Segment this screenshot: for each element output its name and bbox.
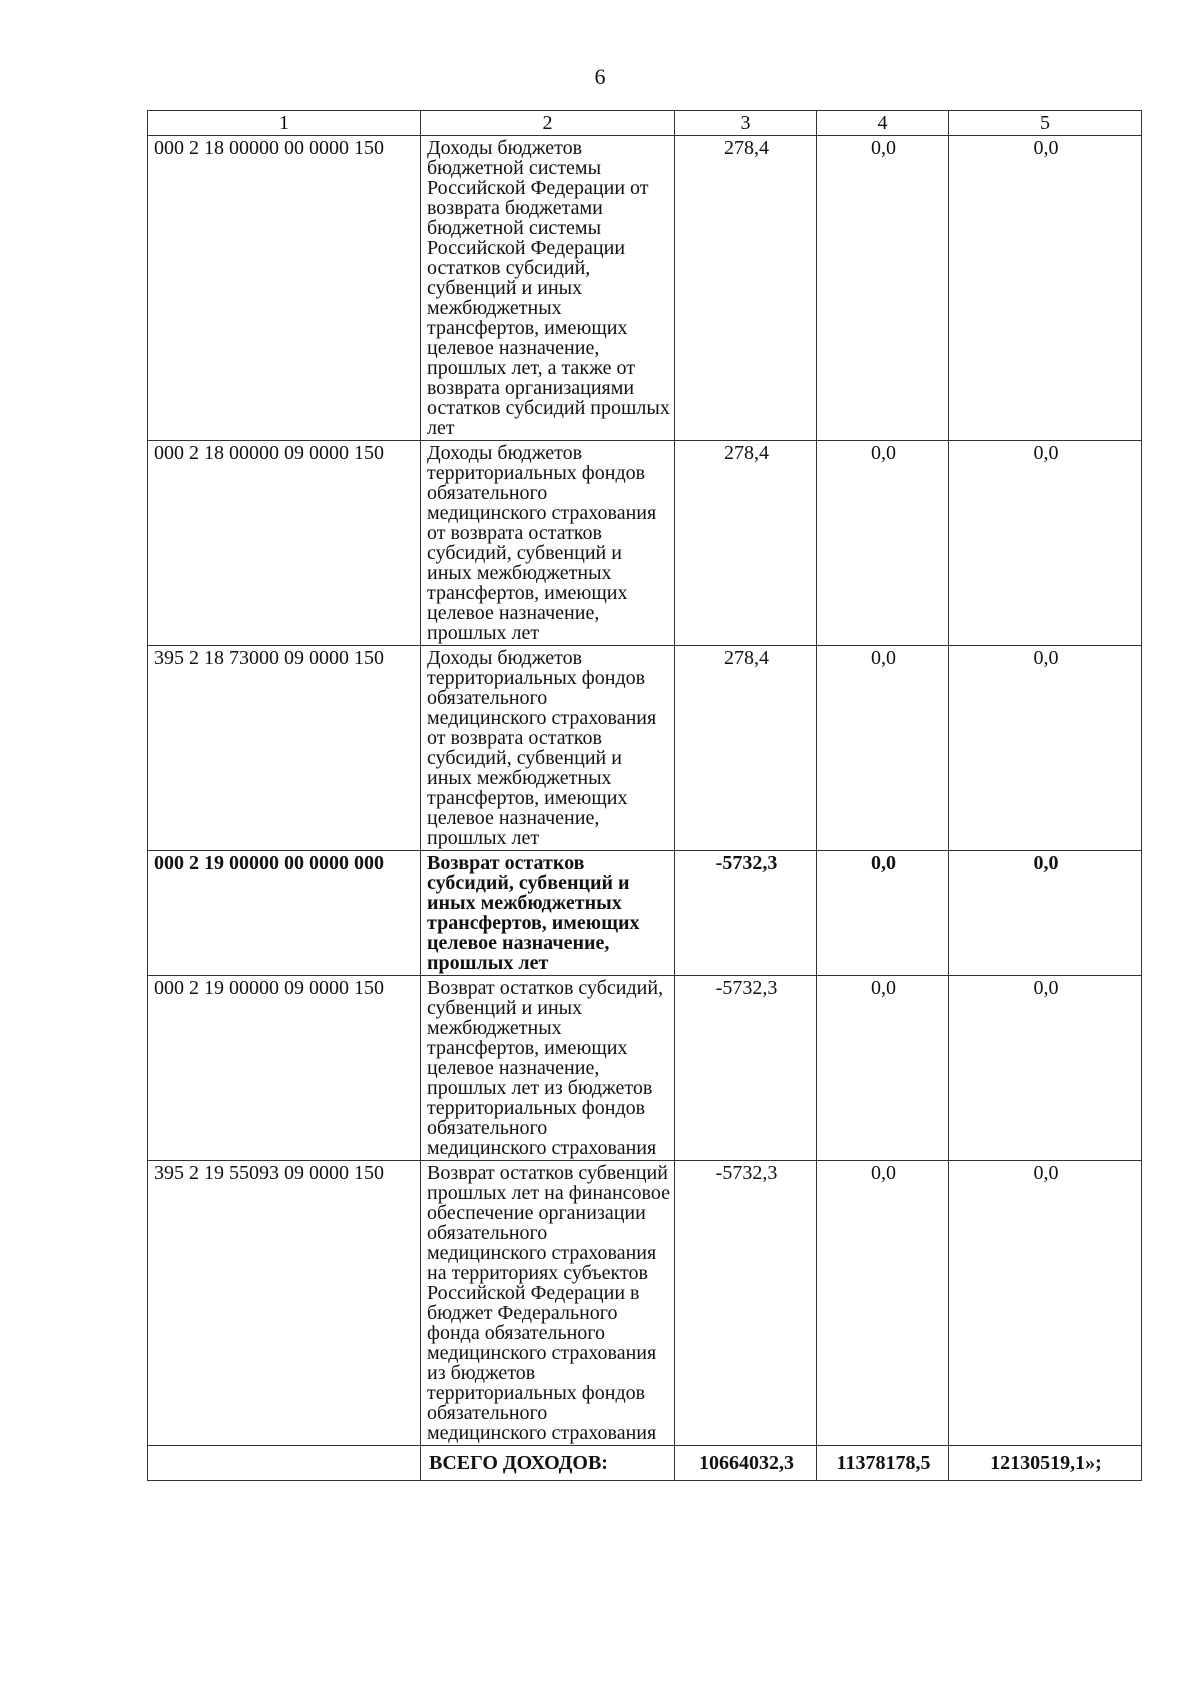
revenue-description: Возврат остатков субвенций прошлых лет на финансовое обеспечение организации обязательного медицинского страхования на территориях субъектов Российской Федерации в бюджет Федерального фонда обязательного медицинского страхования из бюджетов территориальных фондов обязательного медицинского страхования bbox=[421, 1161, 675, 1446]
amount-col5: 0,0 bbox=[949, 136, 1142, 441]
budget-code: 395 2 19 55093 09 0000 150 bbox=[148, 1161, 421, 1446]
budget-code: 000 2 18 00000 00 0000 150 bbox=[148, 136, 421, 441]
amount-col3: -5732,3 bbox=[675, 851, 817, 976]
total-row bbox=[148, 1446, 1142, 1481]
table-row bbox=[148, 646, 1142, 851]
column-number: 3 bbox=[675, 111, 817, 136]
table-row bbox=[148, 976, 1142, 1161]
table-row bbox=[148, 1161, 1142, 1446]
column-number: 1 bbox=[148, 111, 421, 136]
table-row bbox=[148, 441, 1142, 646]
amount-col4: 0,0 bbox=[817, 441, 949, 646]
column-number: 5 bbox=[949, 111, 1142, 136]
column-number: 4 bbox=[817, 111, 949, 136]
revenue-description: Возврат остатков субсидий, субвенций и иных межбюджетных трансфертов, имеющих целевое назначение, прошлых лет из бюджетов территориальных фондов обязательного медицинского страхования bbox=[421, 976, 675, 1161]
revenue-description: Возврат остатков субсидий, субвенций и иных межбюджетных трансфертов, имеющих целевое назначение, прошлых лет bbox=[421, 851, 675, 976]
amount-col5: 0,0 bbox=[949, 1161, 1142, 1446]
amount-col4: 0,0 bbox=[817, 976, 949, 1161]
budget-code: 000 2 19 00000 00 0000 000 bbox=[148, 851, 421, 976]
table-row bbox=[148, 851, 1142, 976]
amount-col4: 0,0 bbox=[817, 1161, 949, 1446]
total-col5: 12130519,1»; bbox=[949, 1446, 1142, 1481]
amount-col4: 0,0 bbox=[817, 136, 949, 441]
amount-col5: 0,0 bbox=[949, 976, 1142, 1161]
amount-col5: 0,0 bbox=[949, 851, 1142, 976]
budget-code: 000 2 18 00000 09 0000 150 bbox=[148, 441, 421, 646]
amount-col4: 0,0 bbox=[817, 646, 949, 851]
revenue-description: Доходы бюджетов территориальных фондов обязательного медицинского страхования от возврата остатков субсидий, субвенций и иных межбюджетных трансфертов, имеющих целевое назначение, прошлых лет bbox=[421, 441, 675, 646]
revenue-table bbox=[147, 110, 1142, 1481]
amount-col5: 0,0 bbox=[949, 441, 1142, 646]
total-code bbox=[148, 1446, 421, 1481]
budget-code: 395 2 18 73000 09 0000 150 bbox=[148, 646, 421, 851]
total-col3: 10664032,3 bbox=[675, 1446, 817, 1481]
amount-col3: 278,4 bbox=[675, 441, 817, 646]
amount-col3: -5732,3 bbox=[675, 1161, 817, 1446]
budget-code: 000 2 19 00000 09 0000 150 bbox=[148, 976, 421, 1161]
revenue-description: Доходы бюджетов бюджетной системы Российской Федерации от возврата бюджетами бюджетной системы Российской Федерации остатков субсидий, субвенций и иных межбюджетных трансфертов, имеющих целевое назначение, прошлых лет, а также от возврата организациями остатков субсидий прошлых лет bbox=[421, 136, 675, 441]
revenue-description: Доходы бюджетов территориальных фондов обязательного медицинского страхования от возврата остатков субсидий, субвенций и иных межбюджетных трансфертов, имеющих целевое назначение, прошлых лет bbox=[421, 646, 675, 851]
table-row bbox=[148, 136, 1142, 441]
total-col4: 11378178,5 bbox=[817, 1446, 949, 1481]
amount-col5: 0,0 bbox=[949, 646, 1142, 851]
amount-col3: 278,4 bbox=[675, 136, 817, 441]
page-number: 6 bbox=[594, 64, 606, 89]
column-number-row bbox=[148, 111, 1142, 136]
total-label: ВСЕГО ДОХОДОВ: bbox=[421, 1446, 675, 1481]
amount-col4: 0,0 bbox=[817, 851, 949, 976]
amount-col3: -5732,3 bbox=[675, 976, 817, 1161]
amount-col3: 278,4 bbox=[675, 646, 817, 851]
column-number: 2 bbox=[421, 111, 675, 136]
